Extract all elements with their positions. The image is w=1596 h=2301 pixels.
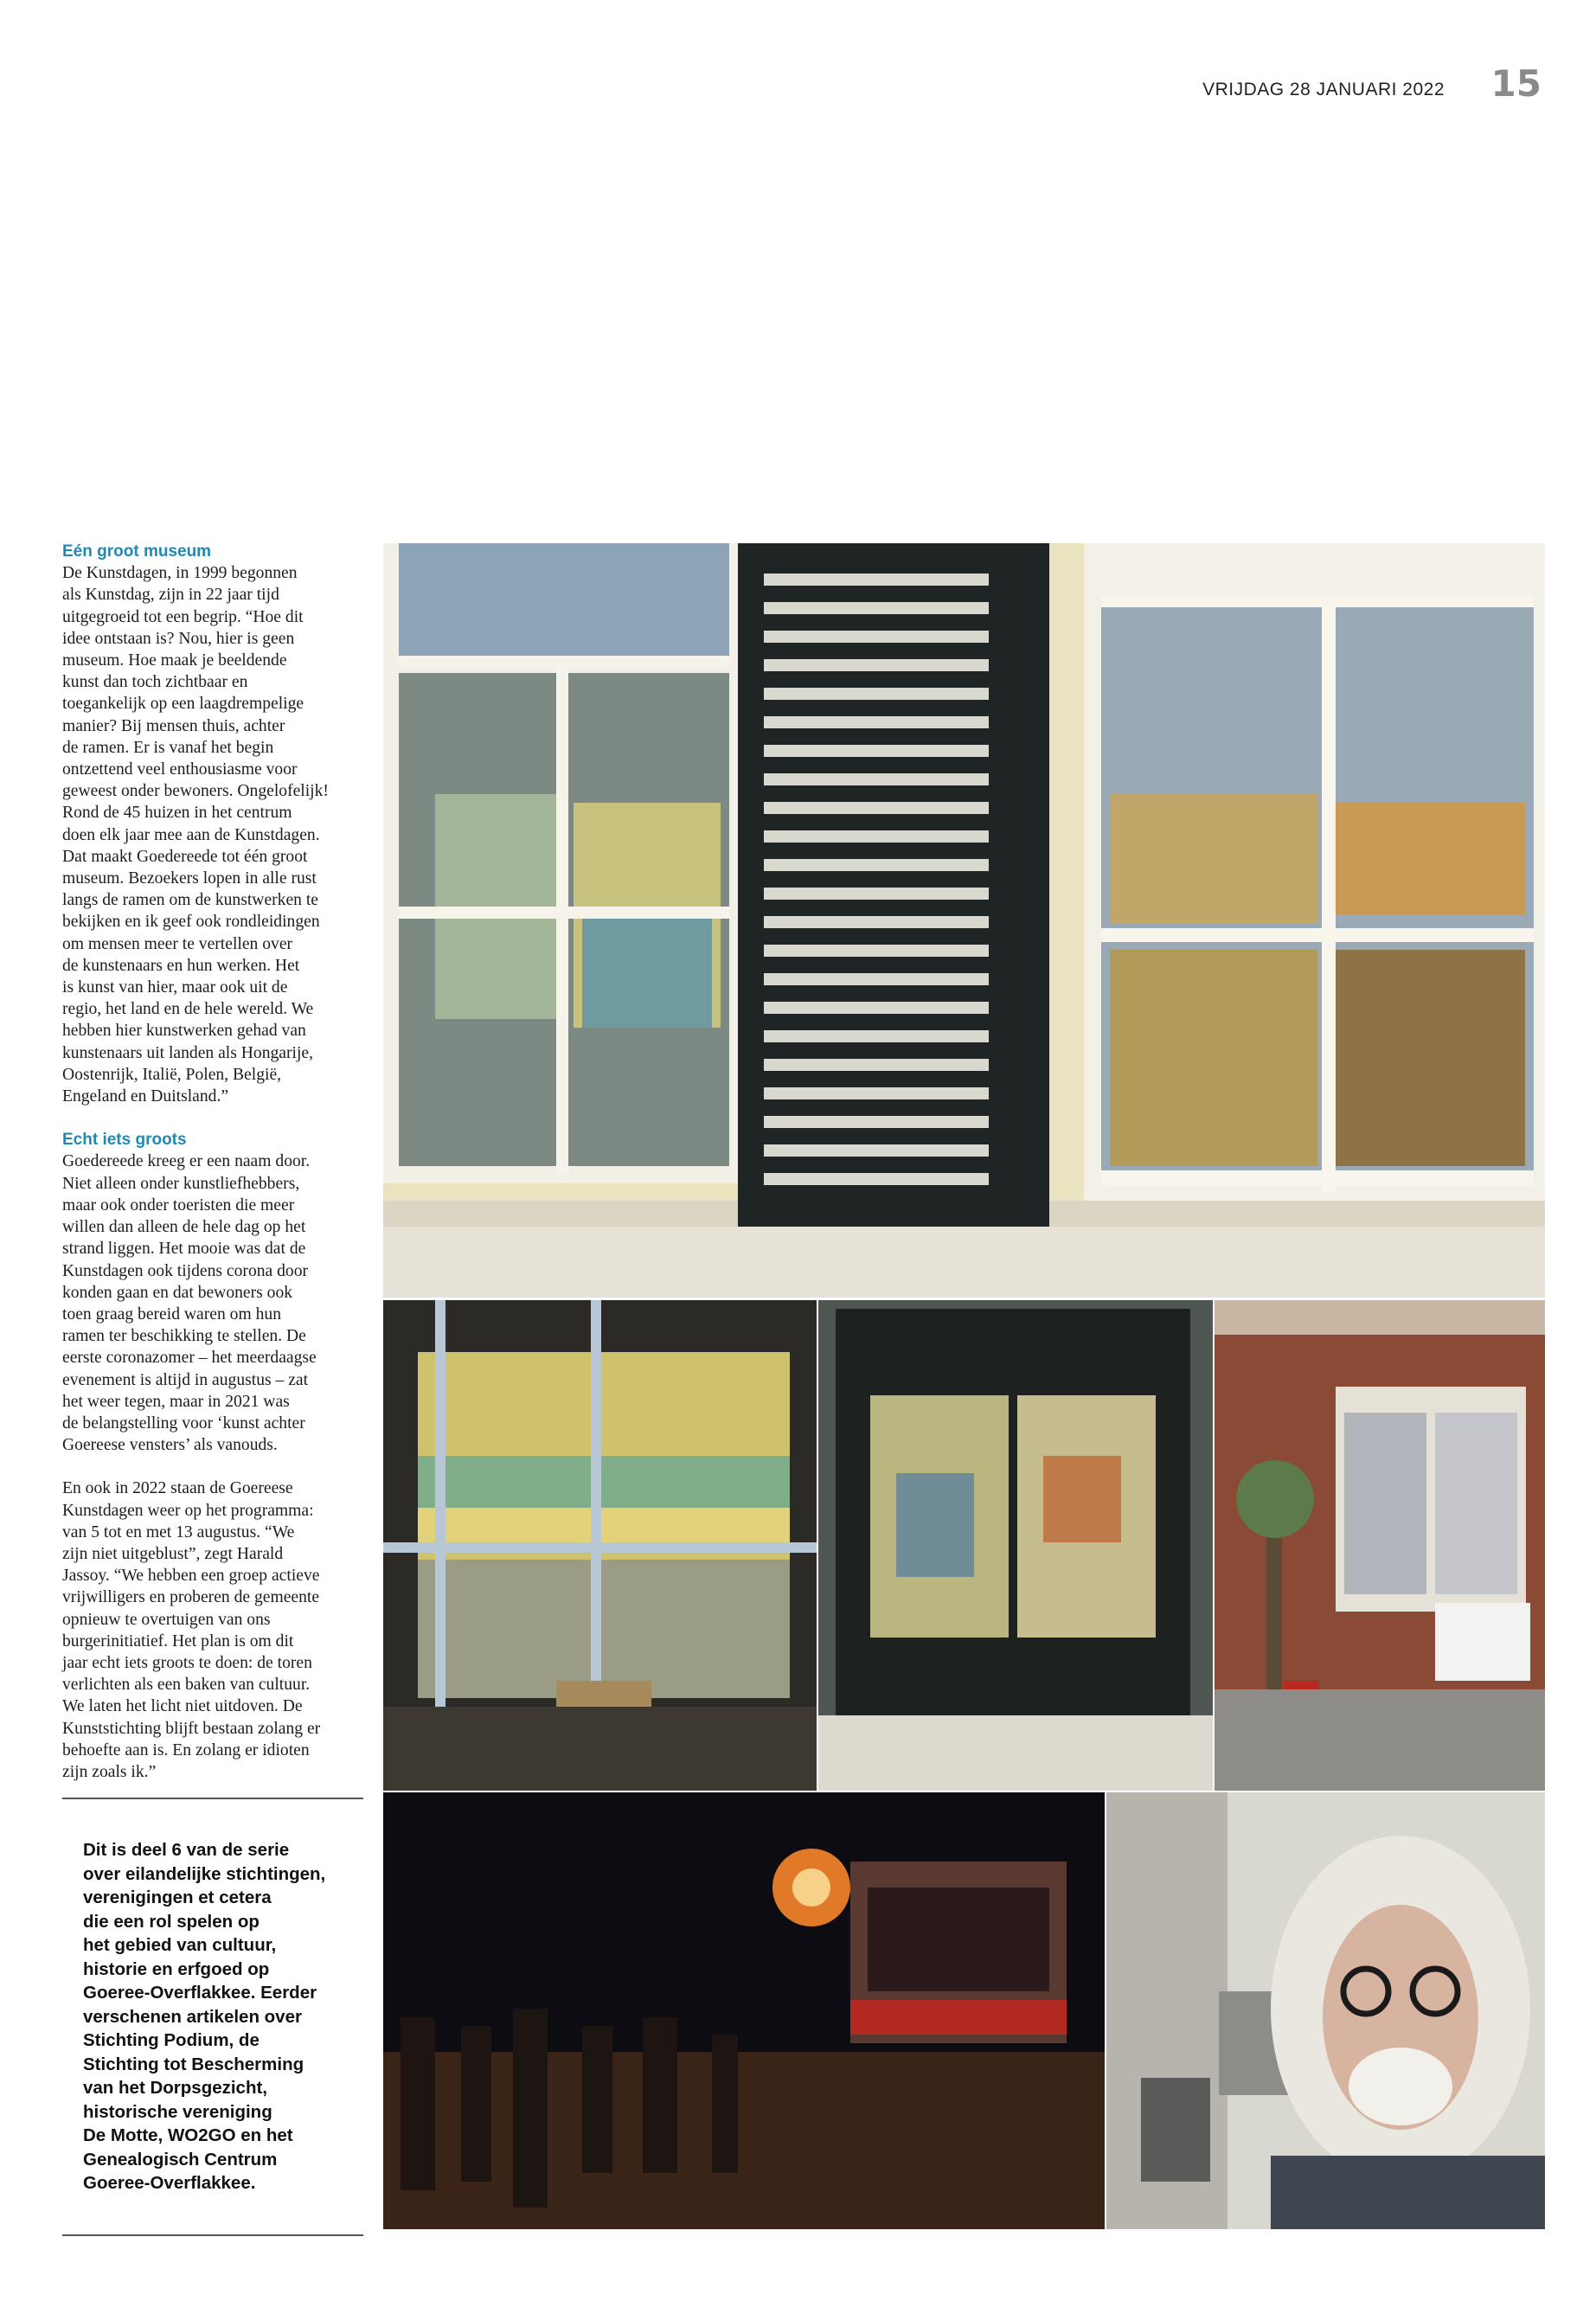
article-paragraph: De Kunstdagen, in 1999 begonnen als Kunstdag, zijn in 22 jaar tijd uitgegroeid tot een begrip. “Hoe dit idee ontstaan is? Nou, hier is geen museum. Hoe maak je beeldende kunst dan toch zichtbaar en toegankelijk op een laagdrempelige manier? Bij mensen thuis, achter de ramen. Er is vanaf het begin ontzettend veel enthousiasme voor geweest onder bewoners. Ongelofelijk! Rond de 45 huizen in het centrum doen elk jaar mee aan de Kunstdagen. Dat maakt Goedereede tot één groot museum. Bezoekers lopen in alle rust langs de ramen om de kunstwerken te bekijken en ik geef ook rondleidingen om mensen meer te vertellen over de kunstenaars en hun werken. Het is kunst van hier, maar ook uit de regio, het land en de hele wereld. We hebben hier kunstwerken gehad van kunstenaars uit landen als Hongarije, Oostenrijk, Italië, Polen, België, Engeland en Duitsland.” xyxy=(62,564,329,1106)
box-bottom-rule xyxy=(62,2234,363,2236)
photo-night-concert-fire xyxy=(383,1792,1105,2229)
article-paragraph: Goedereede kreeg er een naam door. Niet alleen onder kunstliefhebbers, maar ook onder toeristen die meer willen dan alleen de hele dag op het strand liggen. Het mooie was dat de Kunstdagen ook tijdens corona door konden gaan en dat bewoners ook toen graag bereid waren om hun ramen ter beschikking te stellen. De eerste coronazomer – het meerdaagse evenement is altijd in augustus – zat het weer tegen, maar in 2021 was de belangstelling voor ‘kunst achter Goereese vensters’ als vanouds. xyxy=(62,1152,317,1455)
section-heading: Eén groot museum xyxy=(62,542,212,561)
photo-portrait-man xyxy=(1106,1792,1545,2229)
photo-window-painting-abstract xyxy=(818,1300,1213,1791)
section-heading: Echt iets groots xyxy=(62,1131,187,1150)
series-info-box: Dit is deel 6 van de serie over eilandelijke stichtingen, verenigingen et cetera die een rol spelen op het gebied van cultuur, historie en erfgoed op Goeree-Overflakkee. Eerder verschenen artikelen over Stichting Podium, de Stichting tot Bescherming van het Dorpsgezicht, historische vereniging De Motte, WO2GO en het Genealogisch Centrum Goeree-Overflakkee. xyxy=(83,1840,326,2193)
article-text-column xyxy=(62,541,374,1804)
box-top-rule xyxy=(62,1798,363,1799)
photo-house-windows-shutter xyxy=(383,543,1545,1298)
photo-window-painting-yellow xyxy=(383,1300,817,1791)
page-number: 15 xyxy=(1490,62,1542,105)
article-paragraph: En ook in 2022 staan de Goereese Kunstdagen weer op het programma: van 5 tot en met 13 augustus. “We zijn niet uitgeblust”, zegt Harald Jassoy. “We hebben een groep actieve vrijwilligers en proberen de gemeente opnieuw te overtuigen van ons burgerinitiatief. Het plan is om dit jaar echt iets groots te doen: de toren verlichten als een baken van cultuur. We laten het licht niet uitdoven. De Kunststichting blijft bestaan zolang er behoefte aan is. En zolang er idioten zijn zoals ik.” xyxy=(62,1479,321,1781)
issue-date: VRIJDAG 28 JANUARI 2022 xyxy=(1202,80,1445,99)
photo-brick-house-bench xyxy=(1215,1300,1545,1791)
